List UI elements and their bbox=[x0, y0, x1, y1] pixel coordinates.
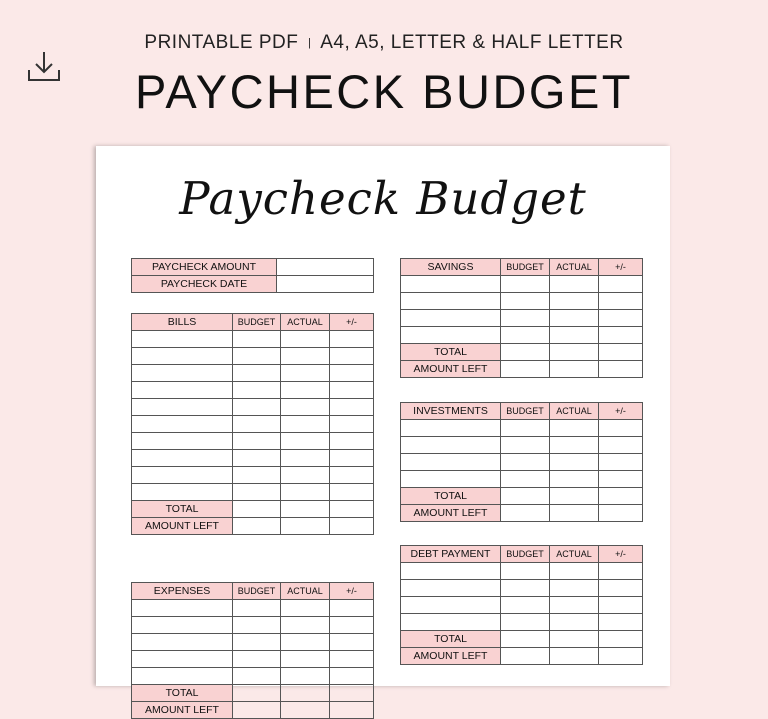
budget-field[interactable] bbox=[233, 348, 281, 365]
subtitle-left: PRINTABLE PDF bbox=[144, 32, 299, 53]
total-label: TOTAL bbox=[132, 685, 233, 702]
difference-field[interactable] bbox=[599, 293, 643, 310]
item-field[interactable] bbox=[132, 600, 233, 617]
bills-entry-row bbox=[132, 365, 374, 382]
amount-left-actual-field[interactable] bbox=[550, 505, 599, 522]
item-field[interactable] bbox=[132, 382, 233, 399]
bills-entry-row bbox=[132, 450, 374, 467]
actual-field[interactable] bbox=[281, 617, 330, 634]
bills-entry-row bbox=[132, 484, 374, 501]
budget-field[interactable] bbox=[501, 614, 550, 631]
paycheck-date-row bbox=[132, 276, 374, 293]
item-field[interactable] bbox=[132, 467, 233, 484]
difference-field[interactable] bbox=[599, 597, 643, 614]
difference-field[interactable] bbox=[599, 437, 643, 454]
difference-field[interactable] bbox=[330, 617, 374, 634]
bills-amount-left-row bbox=[132, 518, 374, 535]
difference-field[interactable] bbox=[330, 484, 374, 501]
expenses-entry-row bbox=[132, 634, 374, 651]
actual-field[interactable] bbox=[281, 365, 330, 382]
difference-field[interactable] bbox=[330, 331, 374, 348]
actual-field[interactable] bbox=[281, 634, 330, 651]
actual-field[interactable] bbox=[281, 484, 330, 501]
total-label: TOTAL bbox=[401, 344, 501, 361]
item-field[interactable] bbox=[132, 433, 233, 450]
budget-field[interactable] bbox=[233, 331, 281, 348]
budget-field[interactable] bbox=[501, 563, 550, 580]
difference-column-header: +/- bbox=[330, 314, 374, 331]
item-field[interactable] bbox=[401, 327, 501, 344]
difference-column-header: +/- bbox=[599, 403, 643, 420]
budget-field[interactable] bbox=[501, 580, 550, 597]
actual-field[interactable] bbox=[550, 580, 599, 597]
item-field[interactable] bbox=[401, 276, 501, 293]
format-subtitle bbox=[0, 32, 768, 54]
bills-entry-row bbox=[132, 382, 374, 399]
difference-field[interactable] bbox=[330, 450, 374, 467]
difference-field[interactable] bbox=[599, 310, 643, 327]
difference-field[interactable] bbox=[330, 634, 374, 651]
item-field[interactable] bbox=[401, 471, 501, 488]
amount-left-actual-field[interactable] bbox=[281, 702, 330, 719]
budget-field[interactable] bbox=[233, 365, 281, 382]
savings-entry-row bbox=[401, 310, 643, 327]
savings-total-row bbox=[401, 344, 643, 361]
item-field[interactable] bbox=[401, 597, 501, 614]
total-label: TOTAL bbox=[132, 501, 233, 518]
difference-field[interactable] bbox=[599, 327, 643, 344]
budget-field[interactable] bbox=[501, 327, 550, 344]
expenses-section-label: EXPENSES bbox=[132, 583, 233, 600]
amount-left-actual-field[interactable] bbox=[550, 361, 599, 378]
amount-left-actual-field[interactable] bbox=[550, 648, 599, 665]
amount-left-budget-field[interactable] bbox=[233, 518, 281, 535]
budget-field[interactable] bbox=[233, 450, 281, 467]
total-difference-field[interactable] bbox=[599, 631, 643, 648]
budget-field[interactable] bbox=[233, 600, 281, 617]
actual-field[interactable] bbox=[550, 327, 599, 344]
difference-field[interactable] bbox=[330, 348, 374, 365]
amount-left-label: AMOUNT LEFT bbox=[401, 505, 501, 522]
difference-column-header: +/- bbox=[599, 546, 643, 563]
savings-section-label: SAVINGS bbox=[401, 259, 501, 276]
bills-entry-row bbox=[132, 348, 374, 365]
difference-field[interactable] bbox=[330, 433, 374, 450]
budget-field[interactable] bbox=[233, 382, 281, 399]
total-actual-field[interactable] bbox=[550, 344, 599, 361]
item-field[interactable] bbox=[401, 614, 501, 631]
budget-field[interactable] bbox=[501, 293, 550, 310]
savings-table bbox=[400, 258, 643, 378]
bills-entry-row bbox=[132, 416, 374, 433]
expenses-amount-left-row bbox=[132, 702, 374, 719]
actual-field[interactable] bbox=[550, 597, 599, 614]
subtitle-right: A4, A5, LETTER & HALF LETTER bbox=[320, 32, 624, 53]
amount-left-difference-field[interactable] bbox=[330, 518, 374, 535]
actual-field[interactable] bbox=[281, 600, 330, 617]
amount-left-budget-field[interactable] bbox=[501, 505, 550, 522]
amount-left-budget-field[interactable] bbox=[501, 648, 550, 665]
actual-field[interactable] bbox=[281, 416, 330, 433]
savings-header-row bbox=[401, 259, 643, 276]
item-field[interactable] bbox=[401, 563, 501, 580]
actual-field[interactable] bbox=[550, 614, 599, 631]
total-actual-field[interactable] bbox=[550, 631, 599, 648]
amount-left-label: AMOUNT LEFT bbox=[401, 361, 501, 378]
amount-left-budget-field[interactable] bbox=[233, 702, 281, 719]
investments-amount-left-row bbox=[401, 505, 643, 522]
actual-field[interactable] bbox=[281, 668, 330, 685]
actual-field[interactable] bbox=[281, 433, 330, 450]
difference-field[interactable] bbox=[330, 365, 374, 382]
difference-field[interactable] bbox=[599, 276, 643, 293]
item-field[interactable] bbox=[401, 310, 501, 327]
investments-header-row bbox=[401, 403, 643, 420]
budget-field[interactable] bbox=[501, 471, 550, 488]
item-field[interactable] bbox=[132, 651, 233, 668]
difference-field[interactable] bbox=[330, 651, 374, 668]
total-actual-field[interactable] bbox=[281, 501, 330, 518]
item-field[interactable] bbox=[132, 348, 233, 365]
amount-left-difference-field[interactable] bbox=[599, 505, 643, 522]
item-field[interactable] bbox=[132, 450, 233, 467]
difference-field[interactable] bbox=[330, 668, 374, 685]
budget-sheet bbox=[96, 146, 670, 716]
amount-left-difference-field[interactable] bbox=[599, 361, 643, 378]
actual-column-header: ACTUAL bbox=[281, 314, 330, 331]
bills-entry-row bbox=[132, 331, 374, 348]
debt-total-row bbox=[401, 631, 643, 648]
investments-entry-row bbox=[401, 471, 643, 488]
amount-left-difference-field[interactable] bbox=[599, 648, 643, 665]
budget-field[interactable] bbox=[501, 597, 550, 614]
actual-field[interactable] bbox=[281, 399, 330, 416]
total-budget-field[interactable] bbox=[233, 501, 281, 518]
expenses-entry-row bbox=[132, 600, 374, 617]
actual-field[interactable] bbox=[281, 331, 330, 348]
total-budget-field[interactable] bbox=[501, 344, 550, 361]
debt-entry-row bbox=[401, 597, 643, 614]
total-budget-field[interactable] bbox=[233, 685, 281, 702]
budget-field[interactable] bbox=[233, 668, 281, 685]
amount-left-difference-field[interactable] bbox=[330, 702, 374, 719]
budget-column-header: BUDGET bbox=[233, 583, 281, 600]
item-field[interactable] bbox=[132, 365, 233, 382]
expenses-table bbox=[131, 582, 374, 719]
actual-field[interactable] bbox=[550, 293, 599, 310]
total-budget-field[interactable] bbox=[501, 631, 550, 648]
total-label: TOTAL bbox=[401, 488, 501, 505]
savings-entry-row bbox=[401, 293, 643, 310]
expenses-entry-row bbox=[132, 617, 374, 634]
item-field[interactable] bbox=[401, 454, 501, 471]
total-budget-field[interactable] bbox=[501, 488, 550, 505]
item-field[interactable] bbox=[401, 580, 501, 597]
actual-field[interactable] bbox=[550, 310, 599, 327]
amount-left-label: AMOUNT LEFT bbox=[401, 648, 501, 665]
investments-table bbox=[400, 402, 643, 522]
difference-field[interactable] bbox=[599, 420, 643, 437]
expenses-entry-row bbox=[132, 668, 374, 685]
debt-entry-row bbox=[401, 614, 643, 631]
budget-field[interactable] bbox=[233, 617, 281, 634]
actual-field[interactable] bbox=[550, 437, 599, 454]
bills-entry-row bbox=[132, 433, 374, 450]
bills-total-row bbox=[132, 501, 374, 518]
actual-field[interactable] bbox=[281, 467, 330, 484]
investments-total-row bbox=[401, 488, 643, 505]
expenses-header-row bbox=[132, 583, 374, 600]
actual-column-header: ACTUAL bbox=[550, 259, 599, 276]
difference-field[interactable] bbox=[330, 416, 374, 433]
actual-field[interactable] bbox=[550, 471, 599, 488]
amount-left-label: AMOUNT LEFT bbox=[132, 518, 233, 535]
bills-table bbox=[131, 313, 374, 535]
actual-field[interactable] bbox=[550, 454, 599, 471]
difference-field[interactable] bbox=[599, 471, 643, 488]
actual-column-header: ACTUAL bbox=[550, 403, 599, 420]
difference-column-header: +/- bbox=[330, 583, 374, 600]
actual-field[interactable] bbox=[550, 420, 599, 437]
debt-section-label: DEBT PAYMENT bbox=[401, 546, 501, 563]
paycheck-amount-field[interactable] bbox=[277, 259, 374, 276]
item-field[interactable] bbox=[401, 293, 501, 310]
difference-field[interactable] bbox=[330, 467, 374, 484]
budget-column-header: BUDGET bbox=[233, 314, 281, 331]
investments-entry-row bbox=[401, 454, 643, 471]
total-difference-field[interactable] bbox=[330, 501, 374, 518]
sheet-title: Paycheck Budget bbox=[179, 172, 587, 225]
item-field[interactable] bbox=[401, 437, 501, 454]
item-field[interactable] bbox=[132, 399, 233, 416]
page-title: PAYCHECK BUDGET bbox=[135, 65, 633, 118]
actual-field[interactable] bbox=[281, 450, 330, 467]
item-field[interactable] bbox=[401, 420, 501, 437]
bills-entry-row bbox=[132, 467, 374, 484]
paycheck-info-table bbox=[131, 258, 374, 293]
difference-column-header: +/- bbox=[599, 259, 643, 276]
bills-section-label: BILLS bbox=[132, 314, 233, 331]
budget-field[interactable] bbox=[501, 276, 550, 293]
budget-field[interactable] bbox=[501, 310, 550, 327]
bills-header-row bbox=[132, 314, 374, 331]
budget-field[interactable] bbox=[233, 399, 281, 416]
difference-field[interactable] bbox=[330, 382, 374, 399]
actual-field[interactable] bbox=[281, 651, 330, 668]
actual-column-header: ACTUAL bbox=[550, 546, 599, 563]
budget-field[interactable] bbox=[501, 420, 550, 437]
item-field[interactable] bbox=[132, 617, 233, 634]
debt-entry-row bbox=[401, 580, 643, 597]
savings-amount-left-row bbox=[401, 361, 643, 378]
actual-field[interactable] bbox=[281, 348, 330, 365]
difference-field[interactable] bbox=[599, 614, 643, 631]
total-actual-field[interactable] bbox=[281, 685, 330, 702]
difference-field[interactable] bbox=[330, 399, 374, 416]
subtitle-separator: | bbox=[308, 37, 312, 49]
item-field[interactable] bbox=[132, 484, 233, 501]
debt-amount-left-row bbox=[401, 648, 643, 665]
budget-field[interactable] bbox=[233, 433, 281, 450]
expenses-entry-row bbox=[132, 651, 374, 668]
budget-column-header: BUDGET bbox=[501, 546, 550, 563]
total-difference-field[interactable] bbox=[599, 344, 643, 361]
debt-entry-row bbox=[401, 563, 643, 580]
difference-field[interactable] bbox=[599, 563, 643, 580]
actual-field[interactable] bbox=[550, 276, 599, 293]
actual-field[interactable] bbox=[281, 382, 330, 399]
difference-field[interactable] bbox=[599, 580, 643, 597]
budget-field[interactable] bbox=[233, 467, 281, 484]
item-field[interactable] bbox=[132, 668, 233, 685]
budget-field[interactable] bbox=[233, 416, 281, 433]
budget-column-header: BUDGET bbox=[501, 259, 550, 276]
investments-section-label: INVESTMENTS bbox=[401, 403, 501, 420]
item-field[interactable] bbox=[132, 416, 233, 433]
actual-column-header: ACTUAL bbox=[281, 583, 330, 600]
investments-entry-row bbox=[401, 437, 643, 454]
difference-field[interactable] bbox=[599, 454, 643, 471]
difference-field[interactable] bbox=[330, 600, 374, 617]
budget-field[interactable] bbox=[233, 484, 281, 501]
budget-field[interactable] bbox=[233, 651, 281, 668]
amount-left-budget-field[interactable] bbox=[501, 361, 550, 378]
debt-header-row bbox=[401, 546, 643, 563]
expenses-total-row bbox=[132, 685, 374, 702]
bills-entry-row bbox=[132, 399, 374, 416]
savings-entry-row bbox=[401, 276, 643, 293]
budget-column-header: BUDGET bbox=[501, 403, 550, 420]
paycheck-amount-row bbox=[132, 259, 374, 276]
total-difference-field[interactable] bbox=[599, 488, 643, 505]
savings-entry-row bbox=[401, 327, 643, 344]
budget-field[interactable] bbox=[233, 634, 281, 651]
budget-field[interactable] bbox=[501, 454, 550, 471]
actual-field[interactable] bbox=[550, 563, 599, 580]
total-label: TOTAL bbox=[401, 631, 501, 648]
item-field[interactable] bbox=[132, 331, 233, 348]
item-field[interactable] bbox=[132, 634, 233, 651]
amount-left-label: AMOUNT LEFT bbox=[132, 702, 233, 719]
paycheck-amount-label: PAYCHECK AMOUNT bbox=[132, 259, 277, 276]
total-actual-field[interactable] bbox=[550, 488, 599, 505]
amount-left-actual-field[interactable] bbox=[281, 518, 330, 535]
total-difference-field[interactable] bbox=[330, 685, 374, 702]
budget-field[interactable] bbox=[501, 437, 550, 454]
debt-payment-table bbox=[400, 545, 643, 665]
investments-entry-row bbox=[401, 420, 643, 437]
paycheck-date-field[interactable] bbox=[277, 276, 374, 293]
paycheck-date-label: PAYCHECK DATE bbox=[132, 276, 277, 293]
